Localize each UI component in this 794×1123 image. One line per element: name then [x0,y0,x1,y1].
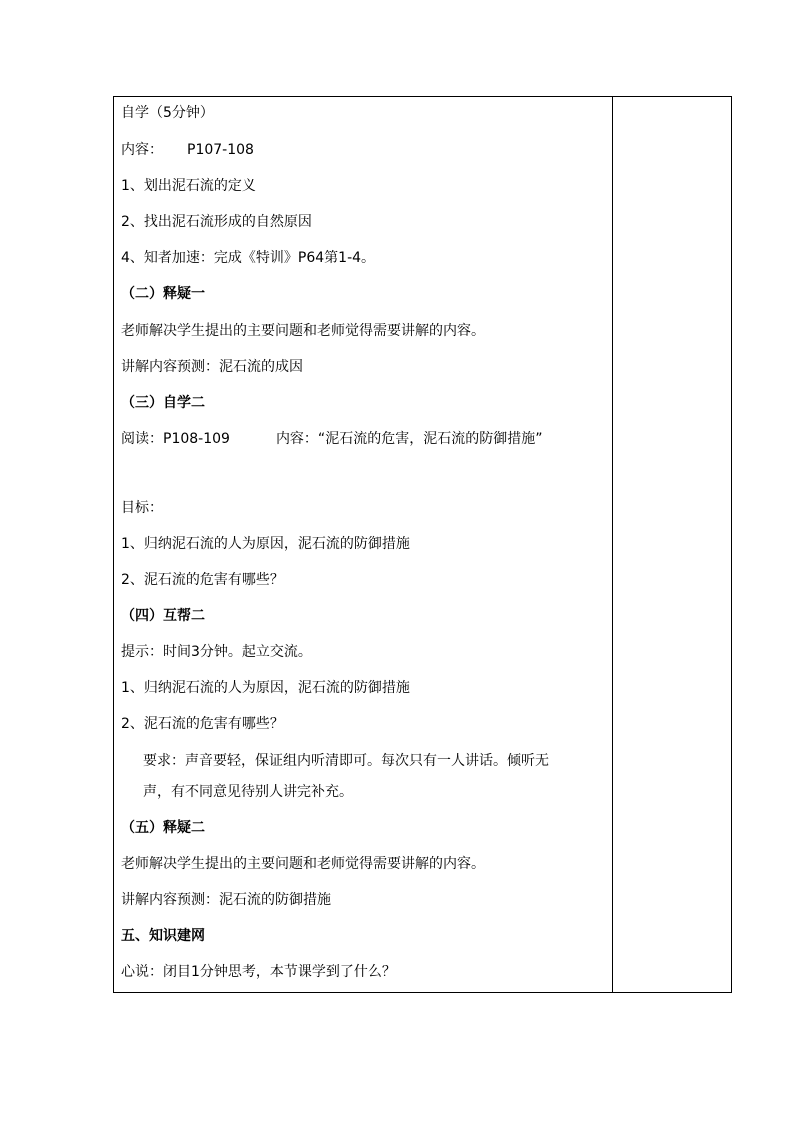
discuss-item-1: 1、归纳泥石流的人为原因，泥石流的防御措施 [121,680,410,696]
section-heading-4: （四）互帮二 [121,608,205,624]
section-heading-2: （二）释疑一 [121,286,205,302]
content-pages: P107-108 [187,142,254,158]
notes-cell [613,97,731,992]
explain-prediction-1: 讲解内容预测：泥石流的成因 [121,359,303,375]
reading-pages: 阅读：P108-109 [121,431,230,447]
task-item-2: 2、找出泥石流形成的自然原因 [121,214,312,230]
reflection-line: 心说：闭目1分钟思考，本节课学到了什么？ [121,964,396,980]
goal-item-1: 1、归纳泥石流的人为原因，泥石流的防御措施 [121,536,410,552]
task-item-4: 4、知者加速：完成《特训》P64第1-4。 [121,250,376,266]
section-heading-5: （五）释疑二 [121,820,205,836]
section-heading-3: （三）自学二 [121,395,205,411]
task-item-1: 1、划出泥石流的定义 [121,178,256,194]
discuss-item-2: 2、泥石流的危害有哪些？ [121,716,284,732]
teacher-explain-line-2: 老师解决学生提出的主要问题和老师觉得需要讲解的内容。 [121,856,485,872]
knowledge-network-heading: 五、知识建网 [121,928,205,944]
goal-label: 目标： [121,500,163,516]
reading-content: 内容：“泥石流的危害，泥石流的防御措施” [275,431,543,447]
requirement-line-1: 要求：声音要轻，保证组内听清即可。每次只有一人讲话。倾听无 [143,753,549,769]
goal-item-2: 2、泥石流的危害有哪些？ [121,572,284,588]
hint-line: 提示：时间3分钟。起立交流。 [121,644,312,660]
content-line [121,141,254,159]
requirement-line-2: 声，有不同意见待别人讲完补充。 [143,784,353,800]
content-label: 内容： [121,142,163,158]
teacher-explain-line-1: 老师解决学生提出的主要问题和老师觉得需要讲解的内容。 [121,323,485,339]
reading-line [121,430,542,448]
explain-prediction-2: 讲解内容预测：泥石流的防御措施 [121,892,331,908]
lesson-plan-table [113,96,732,993]
self-study-heading: 自学（5分钟） [121,105,214,121]
